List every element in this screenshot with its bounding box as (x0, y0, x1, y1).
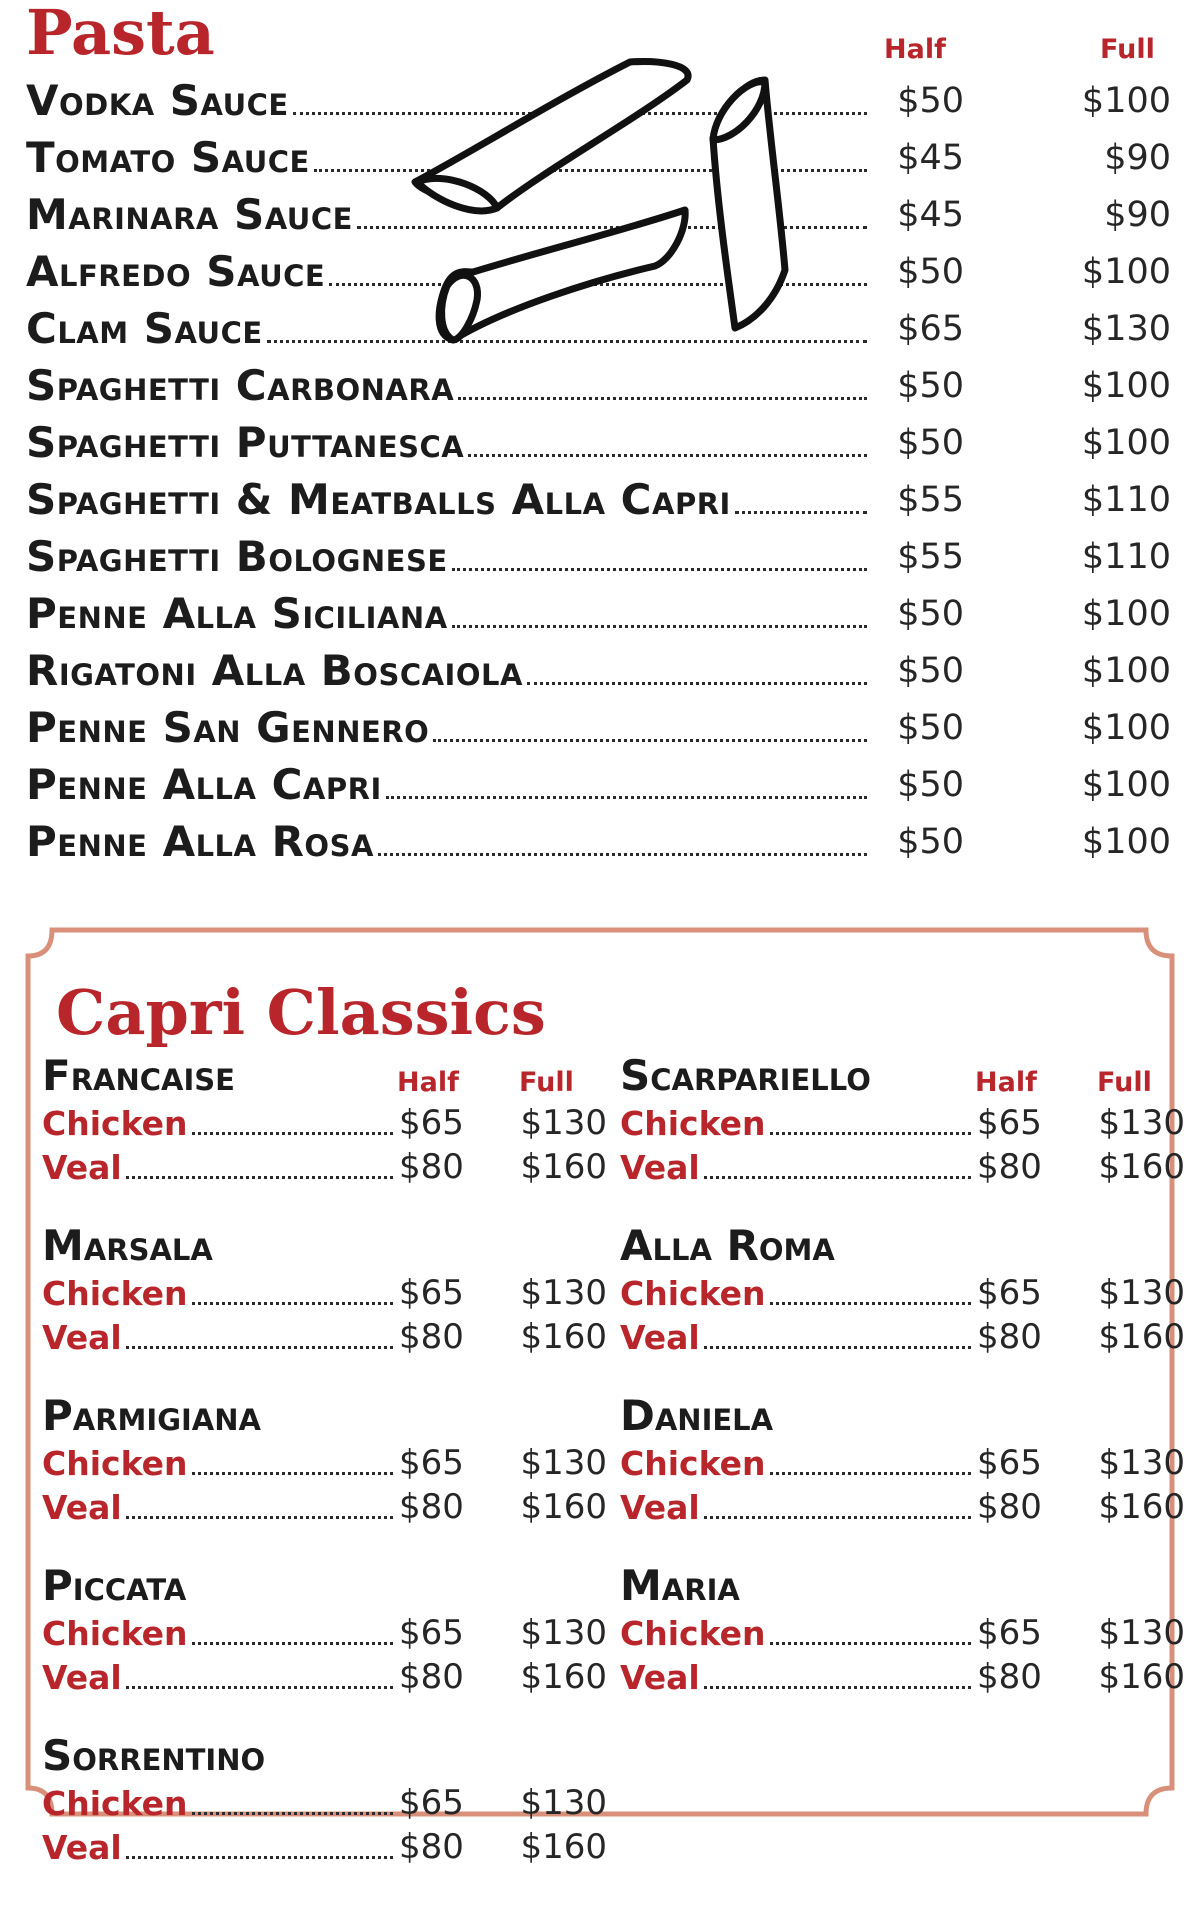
classic-dish-name: Parmigiana (42, 1391, 261, 1440)
price-full: $100 (1081, 707, 1171, 748)
price-full: $130 (1098, 1443, 1185, 1483)
dish-name: Penne Alla Capri (26, 760, 382, 809)
item-leader (620, 1318, 975, 1357)
list-item (620, 1611, 1185, 1655)
price-full: $160 (520, 1317, 607, 1357)
price-full: $100 (1081, 821, 1171, 862)
price-half: $50 (897, 365, 964, 406)
price-half: $50 (897, 593, 964, 634)
list-item (42, 1315, 607, 1359)
meat-option: Chicken (42, 1273, 188, 1313)
price-half: $65 (399, 1613, 464, 1653)
classics-title: Capri Classics (56, 976, 546, 1049)
classic-dish-name: Sorrentino (42, 1731, 266, 1780)
classic-dish-section (42, 1221, 607, 1359)
classic-dish-header (620, 1221, 1150, 1271)
price-full: $130 (1098, 1613, 1185, 1653)
price-full: $160 (520, 1487, 607, 1527)
price-full: $160 (1098, 1487, 1185, 1527)
list-item (26, 813, 1171, 870)
item-leader (42, 1148, 397, 1187)
classic-dish-header (620, 1051, 1152, 1101)
price-half: $65 (399, 1783, 464, 1823)
item-leader (42, 1318, 397, 1357)
list-item (620, 1441, 1185, 1485)
classic-dish-name: Maria (620, 1561, 740, 1610)
price-full: $160 (520, 1657, 607, 1697)
dot-leader (126, 1516, 393, 1519)
price-half: $65 (977, 1443, 1042, 1483)
classic-dish-section (620, 1391, 1185, 1529)
dot-leader (452, 568, 867, 571)
classic-dish-name: Daniela (620, 1391, 774, 1440)
meat-option: Veal (42, 1657, 122, 1697)
dish-name: Spaghetti Puttanesca (26, 418, 465, 467)
item-leader (26, 475, 871, 524)
price-half: $55 (897, 479, 964, 520)
classic-dish-header (42, 1391, 572, 1441)
list-item (42, 1271, 607, 1315)
price-full: $90 (1104, 194, 1171, 235)
list-item (26, 471, 1171, 528)
classic-dish-name: Francaise (42, 1051, 235, 1100)
classic-dish-section (42, 1051, 607, 1189)
pasta-half-label: Half (884, 34, 946, 65)
meat-option: Chicken (42, 1783, 188, 1823)
dot-leader (527, 682, 867, 685)
price-half: $80 (977, 1147, 1042, 1187)
price-full: $130 (520, 1103, 607, 1143)
price-half: $50 (897, 80, 964, 121)
classic-dish-header (42, 1051, 574, 1101)
price-full: $100 (1081, 422, 1171, 463)
classic-dish-name: Marsala (42, 1221, 213, 1270)
dish-name: Penne Alla Siciliana (26, 589, 448, 638)
price-half: $80 (399, 1147, 464, 1187)
classic-dish-header (620, 1561, 1150, 1611)
price-full: $160 (1098, 1657, 1185, 1697)
price-full: $130 (520, 1443, 607, 1483)
item-leader (26, 703, 871, 752)
price-full: $90 (1104, 137, 1171, 178)
price-half: $45 (897, 194, 964, 235)
price-full: $160 (1098, 1317, 1185, 1357)
item-leader (42, 1274, 397, 1313)
dot-leader (192, 1472, 393, 1475)
classics-right-column (620, 1051, 1185, 1735)
meat-option: Chicken (42, 1103, 188, 1143)
price-half: $50 (897, 764, 964, 805)
meat-option: Chicken (42, 1443, 188, 1483)
price-half: $65 (897, 308, 964, 349)
list-item (42, 1655, 607, 1699)
dish-name: Spaghetti & Meatballs Alla Capri (26, 475, 731, 524)
meat-option: Chicken (620, 1273, 766, 1313)
price-half: $80 (977, 1317, 1042, 1357)
item-leader (26, 418, 871, 467)
meat-option: Veal (620, 1657, 700, 1697)
price-half: $80 (399, 1317, 464, 1357)
classic-dish-section (620, 1561, 1185, 1699)
dot-leader (770, 1642, 971, 1645)
item-leader (620, 1148, 975, 1187)
dot-leader (770, 1472, 971, 1475)
price-full: $130 (1081, 308, 1171, 349)
list-item (42, 1485, 607, 1529)
price-half: $50 (897, 251, 964, 292)
meat-option: Veal (42, 1317, 122, 1357)
dot-leader (126, 1176, 393, 1179)
meat-option: Veal (620, 1317, 700, 1357)
price-full: $160 (520, 1827, 607, 1867)
dot-leader (126, 1346, 393, 1349)
classic-dish-name: Scarpariello (620, 1051, 871, 1100)
dish-name: Spaghetti Carbonara (26, 361, 455, 410)
price-full: $130 (520, 1783, 607, 1823)
item-leader (42, 1444, 397, 1483)
item-leader (26, 532, 871, 581)
item-leader (42, 1784, 397, 1823)
dish-name: Alfredo Sauce (26, 247, 326, 296)
list-item (26, 528, 1171, 585)
dish-name: Clam Sauce (26, 304, 263, 353)
list-item (26, 642, 1171, 699)
classic-dish-section (42, 1391, 607, 1529)
classic-dish-header (42, 1221, 572, 1271)
dish-name: Rigatoni Alla Boscaiola (26, 646, 523, 695)
meat-option: Chicken (620, 1443, 766, 1483)
penne-pasta-illustration (395, 50, 815, 370)
dot-leader (433, 739, 867, 742)
dot-leader (192, 1132, 393, 1135)
item-leader (620, 1104, 975, 1143)
dot-leader (192, 1642, 393, 1645)
classics-half-label: Half (397, 1067, 459, 1098)
price-full: $100 (1081, 764, 1171, 805)
item-leader (42, 1658, 397, 1697)
price-half: $65 (977, 1103, 1042, 1143)
list-item (42, 1781, 607, 1825)
classic-dish-section (42, 1561, 607, 1699)
price-half: $65 (977, 1273, 1042, 1313)
price-half: $50 (897, 821, 964, 862)
list-item (26, 756, 1171, 813)
price-full: $110 (1081, 536, 1171, 577)
dot-leader (126, 1856, 393, 1859)
classics-half-label: Half (975, 1067, 1037, 1098)
price-half: $65 (399, 1103, 464, 1143)
price-full: $110 (1081, 479, 1171, 520)
price-full: $160 (520, 1147, 607, 1187)
meat-option: Chicken (620, 1103, 766, 1143)
list-item (620, 1485, 1185, 1529)
price-half: $80 (399, 1657, 464, 1697)
classic-dish-name: Alla Roma (620, 1221, 835, 1270)
classic-dish-section (620, 1051, 1185, 1189)
list-item (620, 1271, 1185, 1315)
list-item (620, 1655, 1185, 1699)
item-leader (42, 1104, 397, 1143)
price-full: $100 (1081, 251, 1171, 292)
pasta-title: Pasta (26, 0, 215, 69)
item-leader (42, 1614, 397, 1653)
classic-dish-header (42, 1561, 572, 1611)
item-leader (42, 1488, 397, 1527)
list-item (620, 1101, 1185, 1145)
price-full: $100 (1081, 80, 1171, 121)
price-full: $100 (1081, 650, 1171, 691)
price-full: $160 (1098, 1147, 1185, 1187)
dot-leader (770, 1132, 971, 1135)
price-half: $65 (399, 1443, 464, 1483)
item-leader (620, 1444, 975, 1483)
list-item (26, 585, 1171, 642)
meat-option: Veal (42, 1827, 122, 1867)
price-full: $100 (1081, 365, 1171, 406)
item-leader (620, 1658, 975, 1697)
dot-leader (192, 1812, 393, 1815)
classic-dish-header (620, 1391, 1150, 1441)
dot-leader (770, 1302, 971, 1305)
dot-leader (704, 1516, 971, 1519)
dot-leader (192, 1302, 393, 1305)
list-item (42, 1101, 607, 1145)
classics-full-label: Full (1097, 1067, 1152, 1098)
item-leader (26, 817, 871, 866)
dish-name: Vodka Sauce (26, 76, 289, 125)
price-full: $130 (1098, 1103, 1185, 1143)
price-half: $65 (977, 1613, 1042, 1653)
meat-option: Chicken (42, 1613, 188, 1653)
dish-name: Penne Alla Rosa (26, 817, 374, 866)
classic-dish-section (42, 1731, 607, 1869)
list-item (620, 1315, 1185, 1359)
price-half: $45 (897, 137, 964, 178)
price-half: $50 (897, 707, 964, 748)
price-full: $100 (1081, 593, 1171, 634)
price-full: $130 (520, 1273, 607, 1313)
price-half: $80 (399, 1487, 464, 1527)
dot-leader (468, 454, 867, 457)
classic-dish-name: Piccata (42, 1561, 187, 1610)
list-item (26, 414, 1171, 471)
dot-leader (378, 853, 867, 856)
dot-leader (452, 625, 867, 628)
classic-dish-header (42, 1731, 572, 1781)
list-item (42, 1825, 607, 1869)
pasta-full-label: Full (1100, 34, 1155, 65)
item-leader (620, 1488, 975, 1527)
item-leader (26, 646, 871, 695)
dot-leader (704, 1346, 971, 1349)
price-half: $80 (977, 1487, 1042, 1527)
meat-option: Veal (42, 1487, 122, 1527)
list-item (42, 1611, 607, 1655)
meat-option: Chicken (620, 1613, 766, 1653)
classics-full-label: Full (519, 1067, 574, 1098)
item-leader (620, 1614, 975, 1653)
price-half: $65 (399, 1273, 464, 1313)
price-full: $130 (520, 1613, 607, 1653)
dot-leader (386, 796, 867, 799)
price-half: $80 (399, 1827, 464, 1867)
meat-option: Veal (620, 1147, 700, 1187)
dish-name: Penne San Gennero (26, 703, 430, 752)
dish-name: Marinara Sauce (26, 190, 353, 239)
dot-leader (458, 397, 867, 400)
classic-dish-section (620, 1221, 1185, 1359)
price-half: $80 (977, 1657, 1042, 1697)
price-full: $130 (1098, 1273, 1185, 1313)
item-leader (26, 760, 871, 809)
meat-option: Veal (620, 1487, 700, 1527)
item-leader (620, 1274, 975, 1313)
dot-leader (704, 1686, 971, 1689)
meat-option: Veal (42, 1147, 122, 1187)
price-half: $50 (897, 650, 964, 691)
item-leader (26, 589, 871, 638)
price-half: $55 (897, 536, 964, 577)
dot-leader (126, 1686, 393, 1689)
classics-left-column (42, 1051, 607, 1905)
dot-leader (704, 1176, 971, 1179)
dish-name: Tomato Sauce (26, 133, 310, 182)
list-item (42, 1441, 607, 1485)
list-item (26, 699, 1171, 756)
item-leader (42, 1828, 397, 1867)
dish-name: Spaghetti Bolognese (26, 532, 448, 581)
dot-leader (735, 511, 867, 514)
list-item (42, 1145, 607, 1189)
price-half: $50 (897, 422, 964, 463)
list-item (620, 1145, 1185, 1189)
